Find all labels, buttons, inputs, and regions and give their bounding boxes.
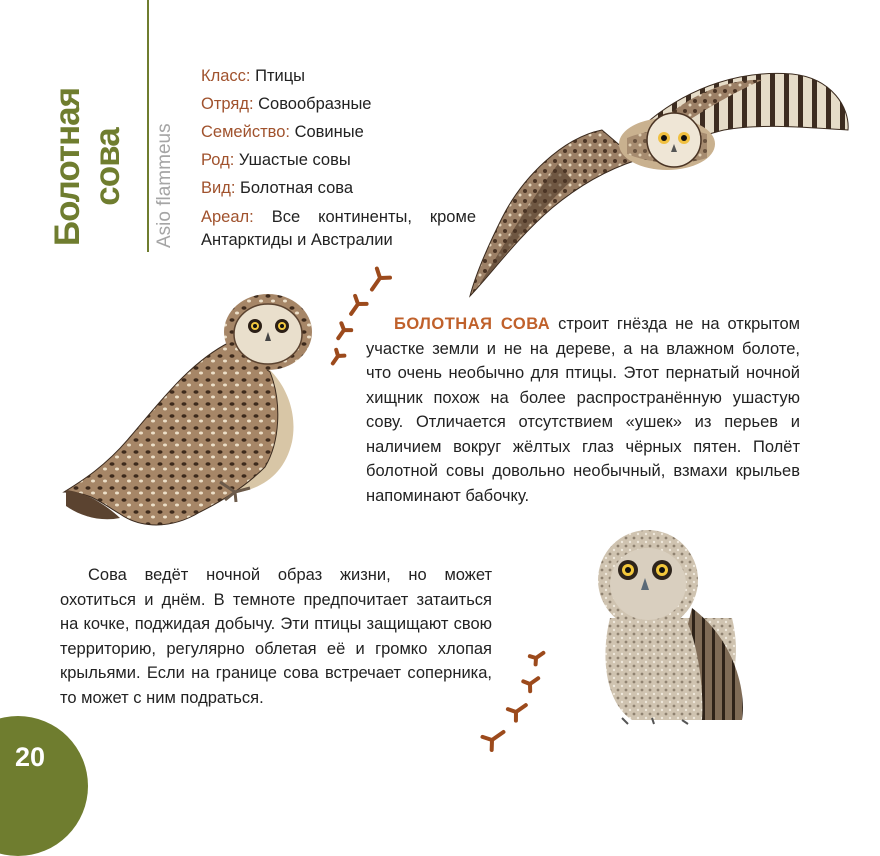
taxonomy-family [201,118,476,146]
taxonomy-range [201,206,476,252]
paragraph-text: строит гнёзда не на открытом участке земли и не на дереве, а на влажном болоте, что очень необычно для птицы. Этот пернатый ночной хищник похож на более распространённую ушастую сову. Отличается отсутствием «ушек» из перьев и наличием вокруг жёлтых глаз чёрных пятен. Полёт болотной совы довольно необычный, взмахи крыльев напоминают бабочку. [366,315,800,505]
page-number: 20 [15,742,46,772]
flying-owl-image [462,68,854,298]
taxonomy-key: Семейство: [201,123,290,141]
page-title: Болотная сова [48,87,127,247]
taxonomy-value: Совиные [294,123,364,141]
taxonomy-key: Ареал: [201,208,254,226]
taxonomy-class [201,62,476,90]
taxonomy-value: Совообразные [258,95,372,113]
taxonomy-value: Птицы [255,67,306,85]
main-paragraph [366,312,800,508]
taxonomy-key: Класс: [201,67,251,85]
taxonomy-value: Все континенты, кроме Антарктиды и Австралии [201,208,476,249]
paragraph-lead: БОЛОТНАЯ СОВА [394,315,551,333]
latin-name: Asio flammeus [154,123,175,248]
taxonomy-order [201,90,476,118]
taxonomy-block [201,62,476,252]
taxonomy-key: Отряд: [201,95,254,113]
perched-owl-image [60,292,315,534]
taxonomy-species [201,174,476,202]
taxonomy-value: Болотная сова [240,179,354,197]
page-number-badge [0,716,88,856]
taxonomy-key: Род: [201,151,235,169]
taxonomy-key: Вид: [201,179,236,197]
owl-chick-image [592,528,752,726]
title-divider-line [147,0,149,252]
taxonomy-genus [201,146,476,174]
taxonomy-value: Ушастые совы [238,151,351,169]
second-paragraph: Сова ведёт ночной образ жизни, но может охотиться и днём. В темноте предпочитает затаиться на кочке, поджидая добычу. Эти птицы защищают свою территорию, регулярно облетая её и громко хлопая крыльями. Если на границе сова встречает соперника, то может с ним подраться. [60,566,492,707]
